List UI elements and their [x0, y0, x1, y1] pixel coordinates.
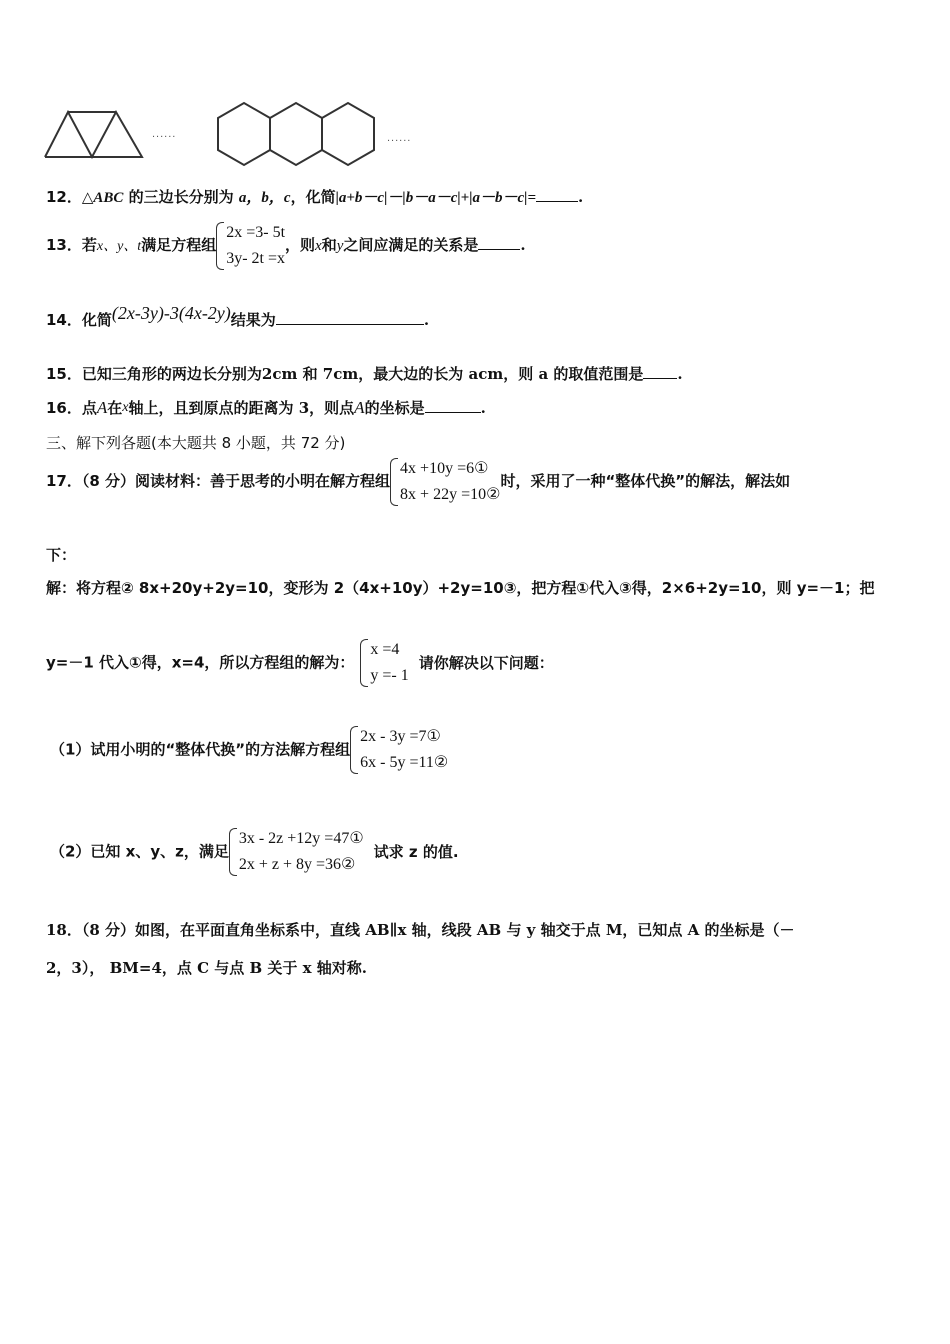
- question-14: 14．化简(2x-3y)-3(4x-2y)结果为 .: [46, 303, 430, 329]
- system-17: 4x +10y =6① 8x + 22y =10②: [390, 456, 500, 508]
- part-1: （1）试用小明的“整体代换”的方法解方程组 2x - 3y =7① 6x - 5y =11②: [50, 724, 448, 776]
- system-part-1: 2x - 3y =7① 6x - 5y =11②: [350, 724, 448, 776]
- part-2: （2）已知 x、y、z，满足 3x - 2z +12y =47① 2x + z + 8y =36② 试求 z 的值.: [50, 826, 459, 878]
- triangles-figure: [44, 110, 146, 160]
- question-13: 13．若x、y、t满足方程组 2x =3- 5t 3y- 2t =x ，则x和y之间应满足的关系是 .: [46, 220, 526, 272]
- solution-system: x =4 y =- 1: [360, 637, 408, 689]
- answer-blank[interactable]: [276, 324, 424, 325]
- solution-line-1: 解：将方程② 8x+20y+2y=10，变形为 2（4x+10y）+2y=10③，把方程①代入③得，2×6+2y=10，则 y=－1；把: [46, 579, 875, 597]
- system-13: 2x =3- 5t 3y- 2t =x: [216, 220, 285, 272]
- question-17-cont: 下：: [46, 546, 77, 564]
- answer-blank[interactable]: [643, 378, 677, 379]
- question-16: 16．点A在x轴上，且到原点的距离为 3，则点A的坐标是 .: [46, 398, 486, 417]
- section-heading: 三、解下列各题(本大题共 8 小题，共 72 分): [46, 434, 346, 452]
- system-part-2: 3x - 2z +12y =47① 2x + z + 8y =36②: [229, 826, 364, 878]
- question-18-line-1: 18．（8 分）如图，在平面直角坐标系中，直线 AB∥x 轴，线段 AB 与 y 轴交于点 M，已知点 A 的坐标是（－: [46, 921, 795, 939]
- dots-1: ......: [152, 128, 177, 140]
- question-15: 15．已知三角形的两边长分别为2cm 和 7cm，最大边的长为 acm，则 a 的取值范围是 .: [46, 365, 683, 383]
- answer-blank[interactable]: [478, 249, 520, 250]
- answer-blank[interactable]: [536, 201, 578, 202]
- solution-line-2: y=－1 代入①得，x=4，所以方程组的解为： x =4 y =- 1 请你解决以下问题：: [46, 637, 554, 689]
- question-12: 12．△ABC 的三边长分别为 a，b，c，化简|a+b－c|－|b－a－c|+|a－b－c|= .: [46, 188, 584, 206]
- answer-blank[interactable]: [425, 412, 481, 413]
- dots-2: ......: [387, 132, 412, 144]
- question-18-line-2: 2，3）， BM=4，点 C 与点 B 关于 x 轴对称.: [46, 959, 367, 977]
- question-17: 17．（8 分）阅读材料：善于思考的小明在解方程组 4x +10y =6① 8x + 22y =10② 时，采用了一种“整体代换”的解法，解法如: [46, 456, 790, 508]
- hexagons-figure: [214, 100, 378, 170]
